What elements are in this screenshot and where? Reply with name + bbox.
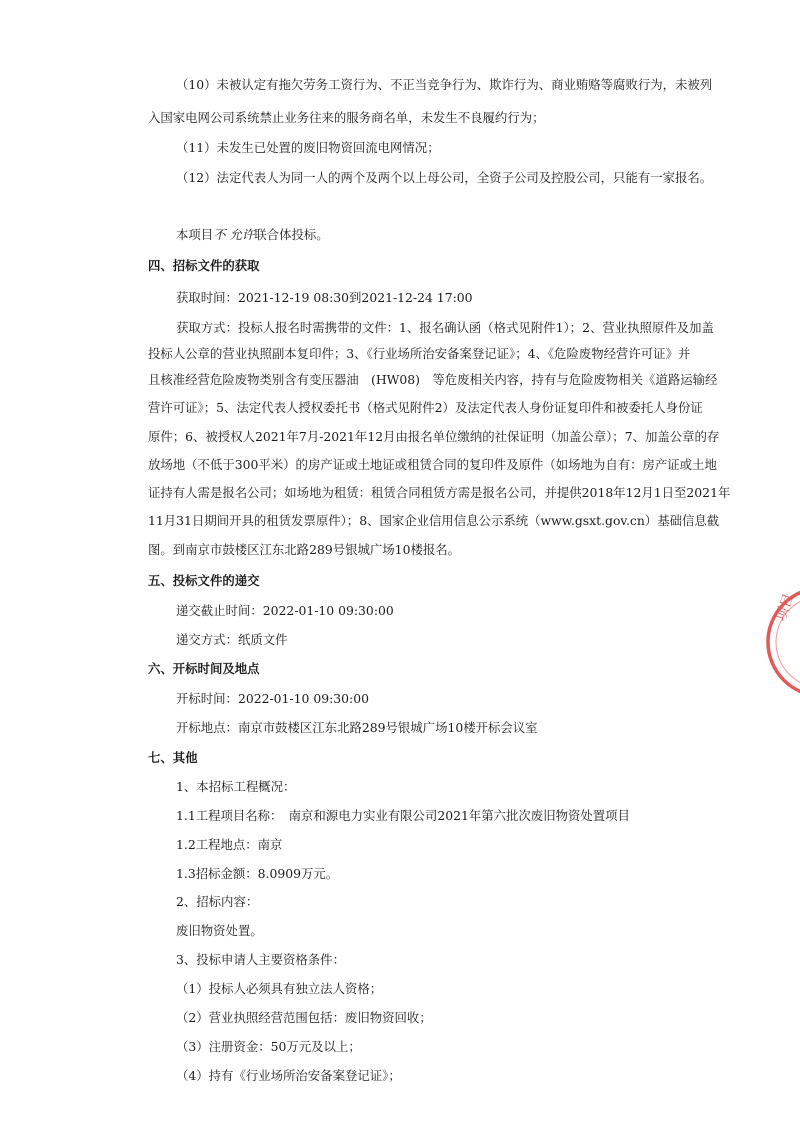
section-7-item-3: 3、投标申请人主要资格条件： [176, 952, 345, 967]
section-4-method-line-1: 获取方式：投标人报名时需携带的文件：1、报名确认函（格式见附件1）；2、营业执照原件及加盖 [176, 320, 714, 335]
section-7-item-1-1: 1.1工程项目名称： 南京和源电力实业有限公司2021年第六批次废旧物资处置项目 [176, 808, 630, 823]
consortium-emphasis: 不 允许 [213, 227, 255, 242]
section-4-time: 获取时间：2021-12-19 08:30到2021-12-24 17:00 [176, 290, 473, 305]
section-6-time: 开标时间：2022-01-10 09:30:00 [176, 691, 369, 706]
section-7-item-2: 2、招标内容： [176, 894, 259, 909]
section-5-title: 五、投标文件的递交 [148, 573, 260, 588]
section-5-deadline: 递交截止时间：2022-01-10 09:30:00 [176, 603, 394, 618]
section-7-item-1-3: 1.3招标金额：8.0909万元。 [176, 866, 339, 881]
section-6-place: 开标地点：南京市鼓楼区江东北路289号银城广场10楼开标会议室 [176, 720, 538, 735]
para-11: （11）未发生已处置的废旧物资回流电网情况； [176, 140, 440, 155]
section-4-title: 四、招标文件的获取 [148, 258, 260, 273]
section-4-method-line-9: 图。到南京市鼓楼区江东北路289号银城广场10楼报名。 [148, 542, 461, 557]
section-7-item-2-text: 废旧物资处置。 [176, 923, 263, 938]
para-10-line-2: 入国家电网公司系统禁止业务往来的服务商名单，未发生不良履约行为； [148, 110, 545, 125]
section-4-method-line-2: 投标人公章的营业执照副本复印件；3、《行业场所治安备案登记证》；4、《危险废物经营许可证》并 [148, 346, 691, 361]
section-7-item-3-3: （3）注册资金：50万元及以上； [176, 1039, 361, 1054]
para-10-line-1: （10）未被认定有拖欠劳务工资行为、不正当竞争行为、欺诈行为、商业贿赂等腐败行为，未被列 [176, 77, 713, 92]
section-6-title: 六、开标时间及地点 [148, 661, 260, 676]
section-4-method-line-3: 且核准经营危险废物类别含有变压器油 (HW08) 等危废相关内容，持有与危险废物相关《道路运输经 [148, 372, 718, 387]
company-seal-stamp [762, 582, 800, 702]
section-7-item-3-1: （1）投标人必须具有独立法人资格； [176, 981, 383, 996]
para-12: （12）法定代表人为同一人的两个及两个以上母公司，全资子公司及控股公司，只能有一家报名。 [176, 170, 713, 185]
section-4-method-line-8: 11月31日期间开具的租赁发票原件）；8、国家企业信用信息公示系统（www.gsxt.gov.cn）基础信息截 [148, 513, 720, 528]
consortium-note [176, 227, 329, 243]
section-5-method: 递交方式：纸质文件 [176, 632, 288, 647]
section-4-method-line-6: 放场地（不低于300平米）的房产证或土地证或租赁合同的复印件及原件（如场地为自有：房产证或土地 [148, 457, 717, 472]
section-4-method-line-5: 原件；6、被授权人2021年7月-2021年12月由报名单位缴纳的社保证明（加盖公章）；7、加盖公章的存 [148, 429, 720, 444]
seal-text: 项目 [772, 591, 798, 624]
section-7-item-1: 1、本招标工程概况： [176, 779, 296, 794]
section-7-item-3-2: （2）营业执照经营范围包括：废旧物资回收； [176, 1010, 432, 1025]
section-4-method-line-4: 营许可证》；5、法定代表人授权委托书（格式见附件2）及法定代表人身份证复印件和被委托人身份证 [148, 400, 703, 415]
consortium-post: 联合体投标。 [254, 227, 329, 242]
section-4-method-line-7: 证持有人需是报名公司；如场地为租赁：租赁合同租赁方需是报名公司，并提供2018年12月1日至2021年 [148, 485, 731, 500]
consortium-pre: 本项目 [176, 227, 214, 242]
section-7-item-3-4: （4）持有《行业场所治安备案登记证》； [176, 1068, 401, 1083]
section-7-item-1-2: 1.2工程地点：南京 [176, 837, 283, 852]
section-7-title: 七、其他 [148, 750, 198, 765]
